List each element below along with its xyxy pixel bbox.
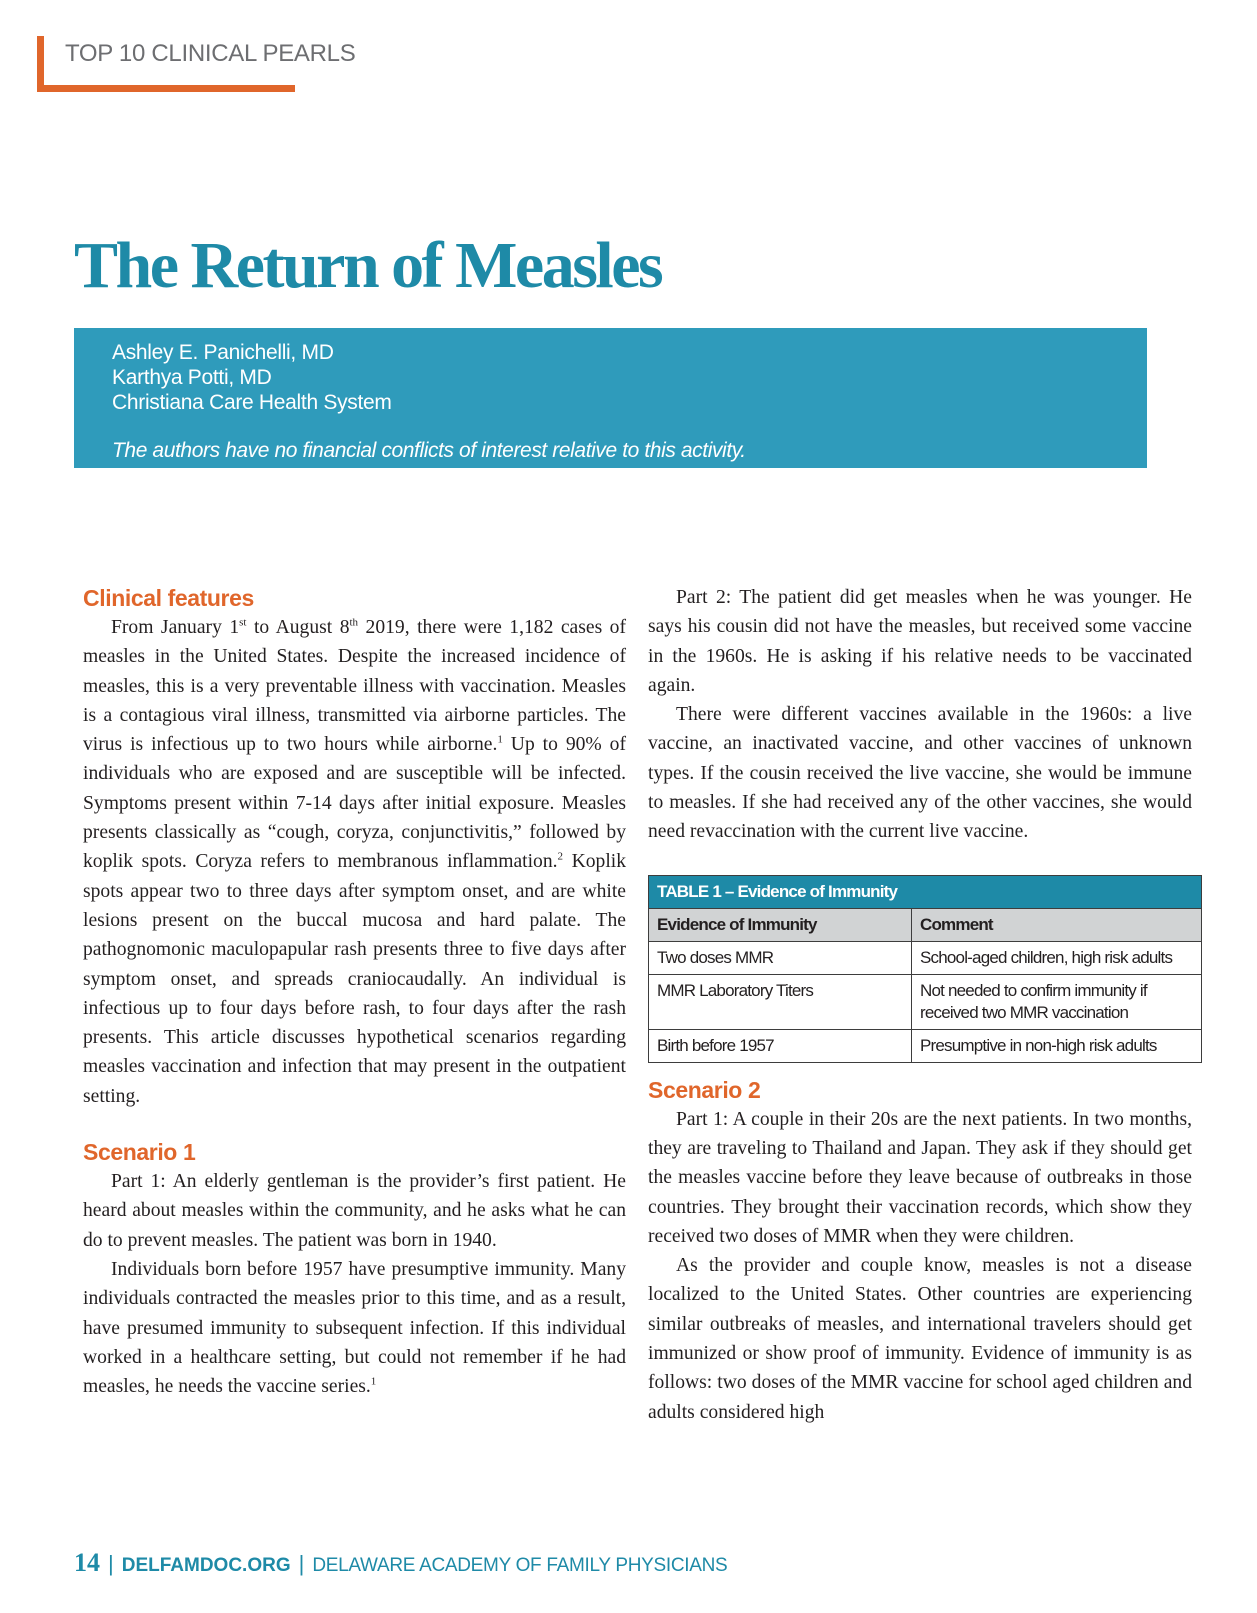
part-2-paragraph: There were different vaccines available in the 1960s: a live vaccine, an inactivated vaccine, and other vaccines of unknown types. If the cousin received the live vaccine, she would be immune to measles. If she had received any of the other vaccines, she would need revaccination with the current live vaccine.	[648, 704, 1192, 843]
scenario-1-paragraph: Individuals born before 1957 have presumptive immunity. Many individuals contracted the measles prior to this time, and as a result, have presumed immunity to subsequent infection. If this individual worked in a healthcare setting, but could not remember if he had measles, he needs the vaccine series.$^1$	[83, 1258, 626, 1398]
footer-separator: |	[108, 1551, 114, 1576]
table-cell: Presumptive in non-high risk adults	[920, 1035, 1157, 1055]
author-name: Ashley E. Panichelli, MD	[112, 341, 334, 364]
article-title: The Return of Measles	[74, 229, 662, 302]
author-list	[112, 340, 392, 415]
table-cell: MMR Laboratory Titers	[649, 975, 912, 1029]
clinical-features-heading: Clinical features	[83, 585, 254, 611]
table-cell: School-aged children, high risk adults	[920, 947, 1173, 967]
scenario-2-paragraph: Part 1: A couple in their 20s are the next patients. In two months, they are traveling to Thailand and Japan. They ask if they should get the measles vaccine before they leave because of outbreaks in those countries. They brought their vaccination records, which show they received two doses of MMR when they were children.	[648, 1108, 1192, 1247]
disclosure-statement: The authors have no financial conflicts of interest relative to this activity.	[112, 439, 746, 462]
table-header-cell: Evidence of Immunity	[649, 909, 912, 941]
table-cell: Two doses MMR	[649, 942, 912, 974]
page-footer	[74, 1548, 727, 1578]
section-tag-underline	[37, 85, 295, 92]
clinical-features-paragraph: From January 1st to August 8th 2019, there were 1,182 cases of measles in the United States. Despite the increased incidence of measles, this is a very preventable illness with vaccination. Measles is a contagious viral illness, transmitted via airborne particles. The virus is infectious up to two hours while airborne.$^1$ Up to 90% of individuals who are exposed and are susceptible will be infected. Symptoms present within 7-14 days after initial exposure. Measles presents classically as “cough, coryza, conjunctivitis,” followed by koplik spots. Coryza refers to membranous inflammation.$^2$ Koplik spots appear two to three days after symptom onset, and are white lesions present on the buccal mucosa and hard palate. The pathognomonic maculopapular rash presents three to five days after symptom onset, and spreads craniocaudally. An individual is infectious up to four days before rash, to four days after the rash presents. This article discusses hypothetical scenarios regarding measles vaccination and infection that may present in the outpatient setting.	[83, 616, 627, 1107]
author-name: Karthya Potti, MD	[112, 366, 272, 389]
table-row	[649, 975, 1201, 1030]
evidence-of-immunity-table	[648, 875, 1202, 1063]
author-affiliation: Christiana Care Health System	[112, 391, 392, 414]
section-tag-label: TOP 10 CLINICAL PEARLS	[65, 40, 356, 67]
left-column	[83, 583, 626, 1401]
section-tag-vertical-bar	[37, 36, 44, 92]
table-header-row	[649, 909, 1201, 942]
page-number: 14	[74, 1548, 100, 1577]
table-caption: TABLE 1 – Evidence of Immunity	[649, 876, 1201, 909]
organization-name: DELAWARE ACADEMY OF FAMILY PHYSICIANS	[312, 1555, 728, 1576]
website-link[interactable]: DELFAMDOC.ORG	[121, 1555, 291, 1576]
footer-separator: |	[298, 1551, 305, 1576]
scenario-1-heading: Scenario 1	[83, 1139, 196, 1166]
table-cell: Not needed to confirm immunity if received two MMR vaccination	[920, 980, 1147, 1022]
table-row	[649, 942, 1201, 975]
scenario-2-heading: Scenario 2	[648, 1076, 761, 1103]
scenario-2-paragraph: As the provider and couple know, measles is not a disease localized to the United States. Other countries are experiencing similar outbreaks of measles, and international travelers should get immunized or show proof of immunity. Evidence of immunity is as follows: two doses of the MMR vaccine for school aged children and adults considered high	[648, 1255, 1192, 1423]
table-row	[649, 1030, 1201, 1062]
table-header-cell: Comment	[920, 914, 993, 934]
table-cell: Birth before 1957	[649, 1030, 912, 1062]
author-box	[74, 328, 1147, 468]
right-column	[648, 583, 1192, 1427]
section-tag	[37, 36, 356, 92]
scenario-1-paragraph: Part 1: An elderly gentleman is the provider’s first patient. He heard about measles within the community, and he asks what he can do to prevent measles. The patient was born in 1940.	[83, 1171, 626, 1251]
part-2-paragraph: Part 2: The patient did get measles when he was younger. He says his cousin did not have the measles, but received some vaccine in the 1960s. He is asking if his relative needs to be vaccinated again.	[648, 587, 1192, 696]
